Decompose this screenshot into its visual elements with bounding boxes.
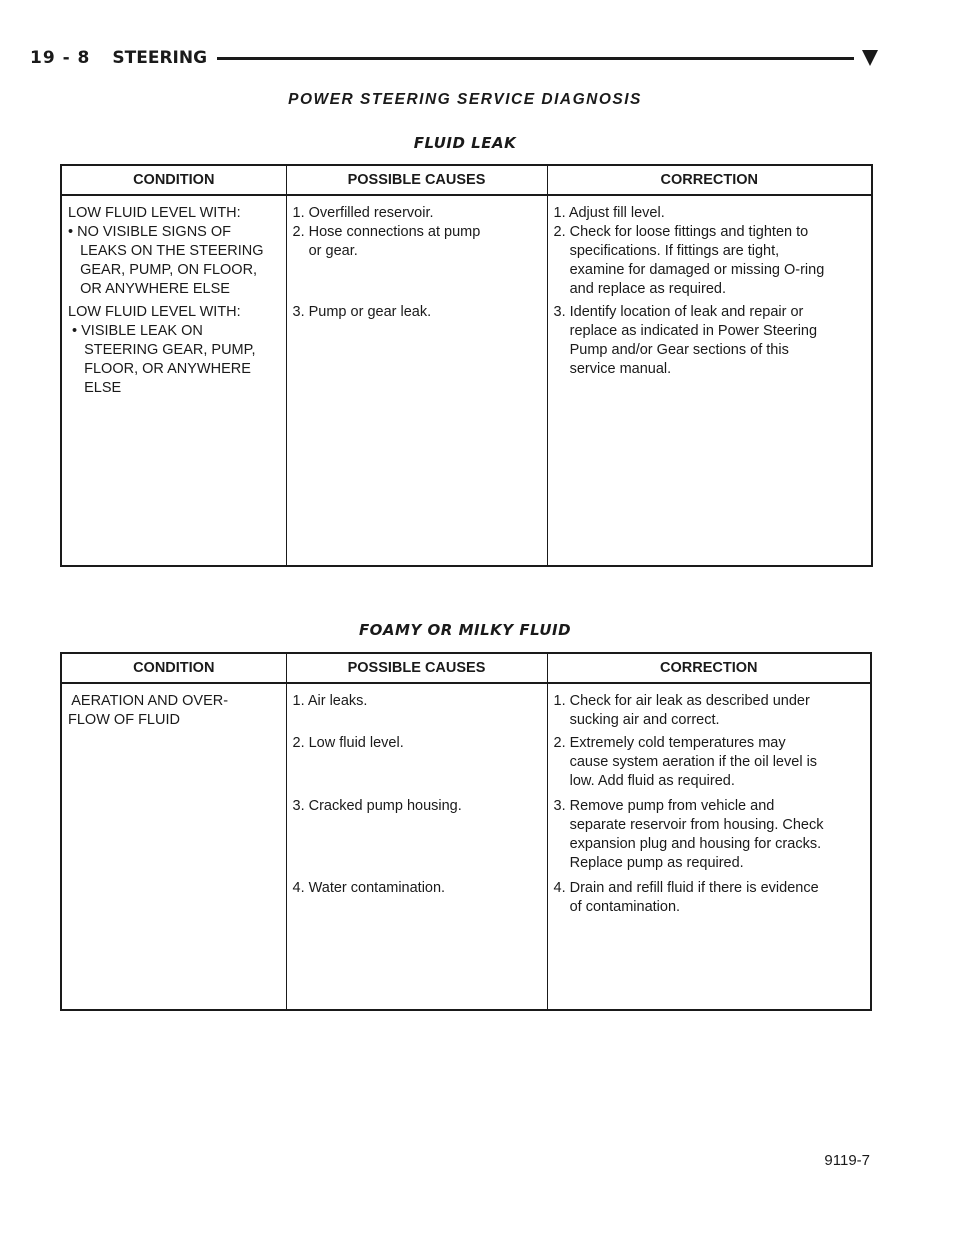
condition-cell — [61, 683, 286, 1010]
text-line: cause system aeration if the oil level is — [553, 754, 818, 770]
text-line: examine for damaged or missing O-ring — [553, 262, 825, 278]
correction-cell — [547, 195, 872, 566]
text-line: 2. Hose connections at pump — [292, 224, 481, 240]
text-line: 2. Low fluid level. — [292, 735, 404, 751]
text-line: 3. Cracked pump housing. — [292, 798, 462, 814]
fluid-leak-table — [60, 164, 873, 567]
text-line: expansion plug and housing for cracks. — [553, 836, 822, 852]
text-line: LOW FLUID LEVEL WITH: — [68, 205, 241, 221]
text-line: GEAR, PUMP, ON FLOOR, — [68, 262, 258, 278]
possible-causes-header: POSSIBLE CAUSES — [286, 653, 547, 683]
figure-number: 9119-7 — [824, 1152, 870, 1169]
spacer-line — [293, 854, 541, 873]
condition-header: CONDITION — [61, 653, 286, 683]
header-rule — [217, 57, 854, 60]
condition-header: CONDITION — [61, 165, 286, 195]
triangle-marker-icon — [862, 50, 878, 66]
text-line: 1. Check for air leak as described under — [553, 693, 810, 709]
table-row — [61, 683, 871, 1010]
text-line: FLOOR, OR ANYWHERE — [68, 361, 251, 377]
page-header — [30, 44, 878, 72]
spacer-line — [293, 835, 541, 854]
text-line: 1. Adjust fill level. — [553, 205, 665, 221]
spacer-line — [293, 772, 541, 791]
possible-causes-header: POSSIBLE CAUSES — [286, 165, 547, 195]
text-line: service manual. — [553, 361, 672, 377]
correction-header: CORRECTION — [547, 165, 872, 195]
fluid-leak-title: FLUID LEAK — [413, 134, 517, 152]
text-line: 3. Pump or gear leak. — [292, 304, 432, 320]
spacer-line — [293, 816, 541, 835]
text-line: 4. Water contamination. — [292, 880, 446, 896]
page-title: POWER STEERING SERVICE DIAGNOSIS — [288, 91, 642, 108]
text-line: 3. Identify location of leak and repair or — [553, 304, 804, 320]
text-line: replace as indicated in Power Steering — [553, 323, 818, 339]
text-line: • NO VISIBLE SIGNS OF — [68, 224, 232, 240]
text-line: LEAKS ON THE STEERING — [68, 243, 264, 259]
text-line: and replace as required. — [553, 281, 726, 297]
table-row — [61, 195, 872, 566]
text-line: 4. Drain and refill fluid if there is evidence — [553, 880, 819, 896]
text-line: OR ANYWHERE ELSE — [68, 281, 230, 297]
text-line: low. Add fluid as required. — [553, 773, 735, 789]
text-line: specifications. If fittings are tight, — [553, 243, 780, 259]
text-line: Replace pump as required. — [553, 855, 744, 871]
section-title: STEERING — [112, 48, 208, 68]
spacer-line — [293, 261, 541, 280]
text-line: 2. Extremely cold temperatures may — [553, 735, 786, 751]
text-line: AERATION AND OVER- — [68, 693, 229, 709]
correction-header: CORRECTION — [547, 653, 871, 683]
text-line: 1. Air leaks. — [292, 693, 368, 709]
text-line: of contamination. — [553, 899, 681, 915]
spacer-line — [293, 753, 541, 772]
condition-cell — [61, 195, 286, 566]
text-line: ELSE — [68, 380, 122, 396]
text-line: 3. Remove pump from vehicle and — [553, 798, 775, 814]
correction-cell — [547, 683, 871, 1010]
text-line: FLOW OF FLUID — [68, 712, 180, 728]
table-header-row — [61, 653, 871, 683]
text-line: 1. Overfilled reservoir. — [292, 205, 434, 221]
text-line: LOW FLUID LEVEL WITH: — [68, 304, 241, 320]
foamy-fluid-title: FOAMY OR MILKY FLUID — [358, 621, 572, 639]
text-line: 2. Check for loose fittings and tighten to — [553, 224, 809, 240]
foamy-fluid-table — [60, 652, 872, 1011]
spacer-line — [293, 280, 541, 299]
text-line: STEERING GEAR, PUMP, — [68, 342, 256, 358]
causes-cell — [286, 195, 547, 566]
causes-cell — [286, 683, 547, 1010]
text-line: Pump and/or Gear sections of this — [553, 342, 789, 358]
text-line: sucking air and correct. — [553, 712, 720, 728]
text-line: • VISIBLE LEAK ON — [68, 323, 203, 339]
table-header-row — [61, 165, 872, 195]
page-number: 19 - 8 — [30, 48, 91, 68]
text-line: or gear. — [292, 243, 358, 259]
spacer-line — [293, 711, 541, 730]
text-line: separate reservoir from housing. Check — [553, 817, 824, 833]
